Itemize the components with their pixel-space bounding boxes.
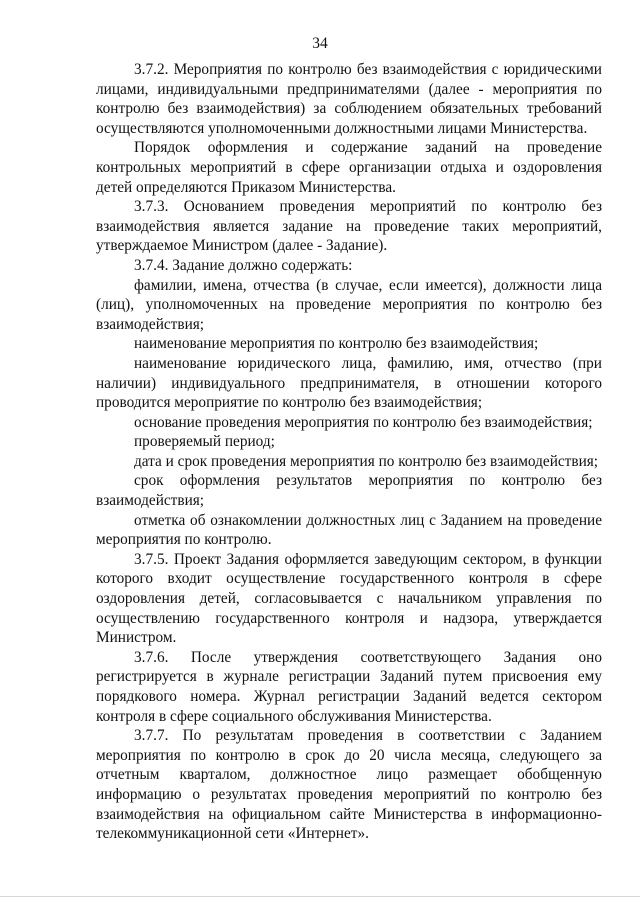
paragraph-3-7-6: 3.7.6. После утверждения соответствующего Задания оно регистрируется в журнале регистрации Заданий путем присвоения ему порядкового номера. Журнал регистрации Заданий ведется сектором контроля в сфере социального обслуживания Министерства. — [96, 648, 602, 725]
list-item-entity-name: наименование юридического лица, фамилию, имя, отчество (при наличии) индивидуального предпринимателя, в отношении которого проводится мероприятие по контролю без взаимодействия; — [96, 354, 602, 412]
scan-edge-line — [0, 896, 640, 897]
list-item-event-name: наименование мероприятия по контролю без взаимодействия; — [134, 335, 539, 353]
paragraph-3-7-2: 3.7.2. Мероприятия по контролю без взаимодействия с юридическими лицами, индивидуальными предпринимателями (далее - мероприятия по контролю без взаимодействия) за соблюдением обязательных требований осуществляются уполномоченными должностными лицами Министерства. — [96, 61, 602, 137]
paragraph-3-7-7: 3.7.7. По результатам проведения в соответствии с Заданием мероприятия по контролю в срок до 20 числа месяца, следующего за отчетным кварталом, должностное лицо размещает обобщенную информацию о результатах проведения мероприятий по контролю без взаимодействия на официальном сайте Министерства в информационно-телекоммуникационной сети «Интернет». — [96, 727, 602, 843]
paragraph-procedure: Порядок оформления и содержание заданий на проведение контрольных мероприятий в сфере организации отдыха и оздоровления детей определяются Приказом Министерства. — [96, 139, 602, 196]
list-item-names: фамилии, имена, отчества (в случае, если имеется), должности лица (лиц), уполномоченных на проведение мероприятия по контролю без взаимодействия; — [96, 276, 602, 333]
paragraph-3-7-4: 3.7.4. Задание должно содержать: — [134, 256, 353, 274]
paragraph-3-7-5: 3.7.5. Проект Задания оформляется заведующим сектором, в функции которого входит осуществление государственного контроля в сфере оздоровления детей, согласовывается с начальником управления по осуществлению государственного контроля и надзора, утверждается Министром. — [96, 550, 602, 647]
paragraph-3-7-3: 3.7.3. Основанием проведения мероприятий по контролю без взаимодействия является задание на проведение таких мероприятий, утверждаемое Министром (далее - Задание). — [96, 198, 602, 255]
list-item-basis: основание проведения мероприятия по контролю без взаимодействия; — [134, 413, 593, 431]
page-number: 34 — [312, 35, 328, 52]
list-item-results-term: срок оформления результатов мероприятия по контролю без взаимодействия; — [96, 472, 602, 510]
list-item-date: дата и срок проведения мероприятия по контролю без взаимодействия; — [134, 452, 599, 470]
list-item-period: проверяемый период; — [134, 433, 275, 451]
document-body — [96, 60, 602, 844]
list-item-acknowledgement: отметка об ознакомлении должностных лиц с Заданием на проведение мероприятия по контролю. — [96, 511, 602, 549]
